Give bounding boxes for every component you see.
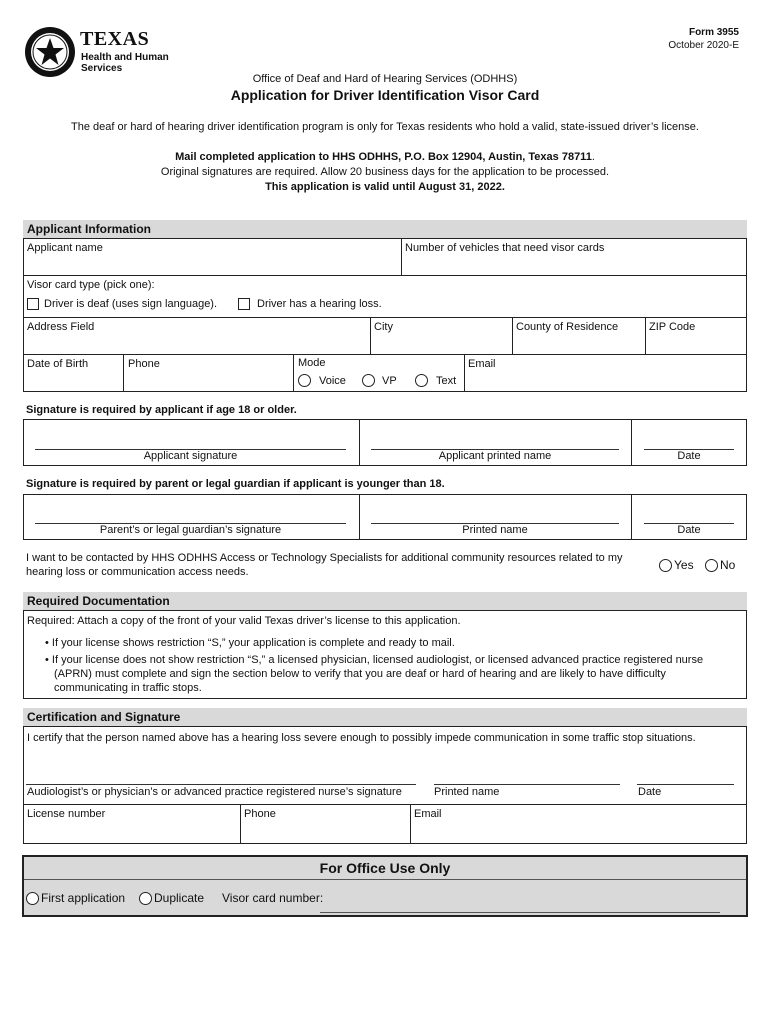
applicant-signature-label: Applicant signature xyxy=(143,450,238,462)
guardian-date-field[interactable] xyxy=(644,499,734,523)
mail-period: . xyxy=(591,151,595,163)
contact-text-line2: hearing loss or communication access needs. xyxy=(26,566,249,578)
applicant-name-label: Applicant name xyxy=(27,242,103,254)
first-application-label: First application xyxy=(41,891,126,905)
col-divider xyxy=(359,419,360,466)
mode-text-radio[interactable] xyxy=(415,374,428,387)
mail-address: Mail completed application to HHS ODHHS, P.O. Box 12904, Austin, Texas 78711 xyxy=(175,151,592,163)
provider-printed-name-label: Printed name xyxy=(434,786,500,798)
mode-voice-radio[interactable] xyxy=(298,374,311,387)
guardian-signature-label: Parent’s or legal guardian’s signature xyxy=(99,524,282,536)
row-divider xyxy=(23,275,747,276)
applicant-name-field[interactable] xyxy=(24,256,400,274)
office-name: Office of Deaf and Hard of Hearing Services (ODHHS) xyxy=(252,73,518,85)
applicant-signature-field[interactable] xyxy=(35,425,346,449)
deaf-option-label: Driver is deaf (uses sign language). xyxy=(44,298,218,310)
mode-label: Mode xyxy=(298,357,326,369)
row-divider xyxy=(24,879,746,880)
license-number-field[interactable] xyxy=(24,822,239,842)
provider-email-label: Email xyxy=(414,808,442,820)
mode-text-label: Text xyxy=(436,375,457,387)
documentation-required: Required: Attach a copy of the front of your valid Texas driver’s license to this application. xyxy=(27,615,461,627)
zip-field[interactable] xyxy=(646,335,746,353)
contact-yes-radio[interactable] xyxy=(659,559,672,572)
phone-label: Phone xyxy=(128,358,160,370)
applicant-printed-name-label: Applicant printed name xyxy=(438,450,552,462)
form-number: Form 3955 xyxy=(688,27,739,38)
documentation-bullet-2-line2: (APRN) must complete and sign the section below to verify that you are deaf or hard of hearing and are likely to have difficulty xyxy=(54,668,666,680)
guardian-printed-name-field[interactable] xyxy=(371,499,619,523)
signature-line xyxy=(26,784,416,785)
guardian-signature-field[interactable] xyxy=(35,499,346,523)
col-divider xyxy=(293,354,294,392)
guardian-printed-name-label: Printed name xyxy=(462,524,528,536)
mode-vp-radio[interactable] xyxy=(362,374,375,387)
provider-date-field[interactable] xyxy=(637,760,734,784)
provider-date-label: Date xyxy=(638,786,662,798)
vehicles-field[interactable] xyxy=(402,256,746,274)
guardian-date-label: Date xyxy=(677,524,701,536)
mail-instructions xyxy=(0,151,770,164)
license-number-label: License number xyxy=(27,808,106,820)
certification-section-title: Certification and Signature xyxy=(23,708,747,726)
contact-no-radio[interactable] xyxy=(705,559,718,572)
col-divider xyxy=(359,494,360,540)
page-title: Application for Driver Identification Visor Card xyxy=(230,87,540,103)
first-application-radio[interactable] xyxy=(26,892,39,905)
phone-field[interactable] xyxy=(124,372,292,390)
col-divider xyxy=(631,494,632,540)
signature-line xyxy=(637,784,734,785)
form-date: October 2020-E xyxy=(668,40,739,51)
hearing-loss-option-label: Driver has a hearing loss. xyxy=(257,298,382,310)
row-divider xyxy=(23,354,747,355)
texas-seal-icon xyxy=(24,26,76,78)
applicant-section-title: Applicant Information xyxy=(23,220,747,238)
visor-number-field[interactable] xyxy=(320,890,720,912)
email-label: Email xyxy=(468,358,496,370)
county-label: County of Residence xyxy=(516,321,619,333)
city-field[interactable] xyxy=(371,335,511,353)
deaf-checkbox[interactable] xyxy=(27,298,39,310)
applicant-date-label: Date xyxy=(677,450,701,462)
intro-text: The deaf or hard of hearing driver identification program is only for Texas residents who hold a valid, state-issued driver’s license. xyxy=(71,121,699,133)
row-divider xyxy=(23,804,747,805)
contact-text-line1: I want to be contacted by HHS ODHHS Access or Technology Specialists for additional community resources related to my xyxy=(26,552,623,564)
provider-signature-field[interactable] xyxy=(26,760,416,784)
documentation-section-title: Required Documentation xyxy=(23,592,747,610)
certification-statement: I certify that the person named above has a hearing loss severe enough to possibly impede communication in some traffic stop situations. xyxy=(27,732,696,744)
county-field[interactable] xyxy=(513,335,644,353)
logo-line1: Health and Human xyxy=(81,52,169,63)
logo-texas-text: TEXAS xyxy=(80,28,150,50)
row-divider xyxy=(23,317,747,318)
visor-type-label: Visor card type (pick one): xyxy=(27,279,155,291)
duplicate-label: Duplicate xyxy=(154,891,205,905)
visor-number-line xyxy=(320,912,720,913)
address-field[interactable] xyxy=(24,335,369,353)
dob-field[interactable] xyxy=(24,372,122,390)
provider-signature-label: Audiologist’s or physician’s or advanced practice registered nurse’s signature xyxy=(27,786,402,798)
duplicate-radio[interactable] xyxy=(139,892,152,905)
mode-vp-label: VP xyxy=(382,375,397,387)
documentation-bullet-2-line1: • If your license does not show restriction “S,” a licensed physician, licensed audiologist, or licensed advanced practice registered nurse xyxy=(45,654,704,666)
documentation-bullet-1: • If your license shows restriction “S,” your application is complete and ready to mail. xyxy=(45,637,455,649)
signature-line xyxy=(434,784,620,785)
email-field[interactable] xyxy=(465,372,746,390)
valid-until: This application is valid until August 31, 2022. xyxy=(265,181,505,193)
provider-phone-label: Phone xyxy=(244,808,276,820)
logo-line2: Services xyxy=(81,63,123,74)
contact-yes-label: Yes xyxy=(674,558,694,572)
documentation-bullet-2-line3: communicating in traffic stops. xyxy=(54,682,202,694)
city-label: City xyxy=(374,321,393,333)
office-use-title: For Office Use Only xyxy=(319,860,451,876)
vehicles-label: Number of vehicles that need visor cards xyxy=(405,242,605,254)
provider-phone-field[interactable] xyxy=(241,822,409,842)
visor-number-label: Visor card number: xyxy=(222,891,324,905)
signatures-note: Original signatures are required. Allow 20 business days for the application to be processed. xyxy=(160,166,610,178)
address-label: Address Field xyxy=(27,321,95,333)
contact-no-label: No xyxy=(720,558,736,572)
zip-label: ZIP Code xyxy=(649,321,696,333)
applicant-date-field[interactable] xyxy=(644,425,734,449)
guardian-signature-heading: Signature is required by parent or legal guardian if applicant is younger than 18. xyxy=(26,478,445,490)
applicant-signature-heading: Signature is required by applicant if age 18 or older. xyxy=(26,404,297,416)
hhs-logo xyxy=(24,24,174,80)
provider-printed-name-field[interactable] xyxy=(434,760,620,784)
provider-email-field[interactable] xyxy=(411,822,746,842)
mode-voice-label: Voice xyxy=(319,375,346,387)
dob-label: Date of Birth xyxy=(27,358,89,370)
col-divider xyxy=(631,419,632,466)
hearing-loss-checkbox[interactable] xyxy=(238,298,250,310)
applicant-printed-name-field[interactable] xyxy=(371,425,619,449)
